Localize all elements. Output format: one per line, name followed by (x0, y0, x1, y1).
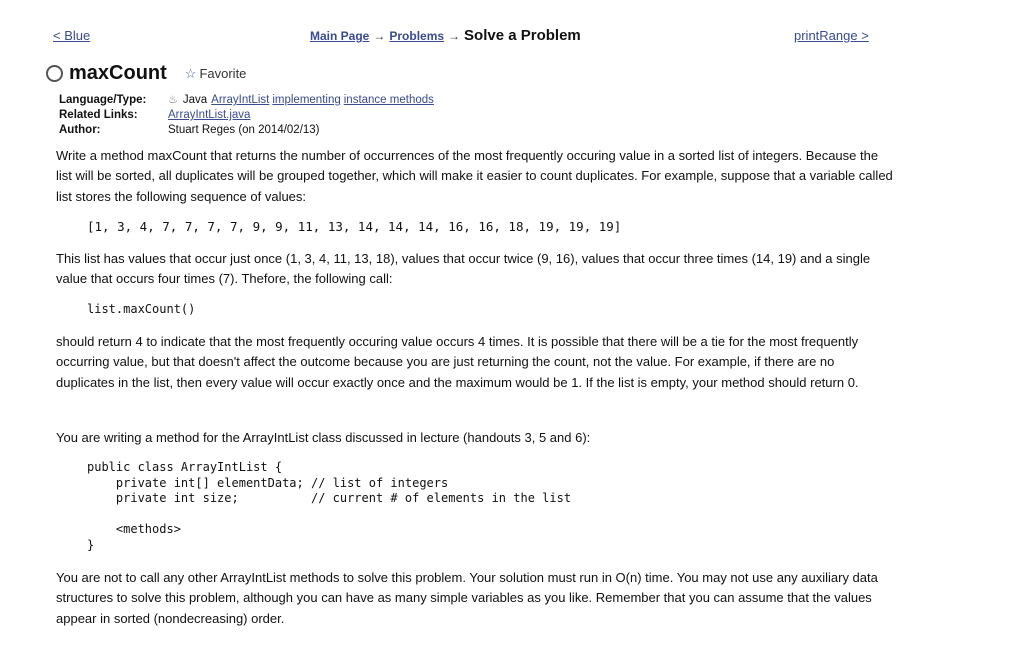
breadcrumb (310, 27, 581, 44)
breadcrumb-arrow: → (373, 29, 386, 43)
next-problem-link[interactable]: printRange > (794, 28, 869, 43)
meta-language-label: Language/Type: (59, 94, 147, 106)
tag-instance-methods[interactable]: instance methods (343, 94, 434, 106)
meta-language-row (59, 93, 437, 108)
meta-related-label: Related Links: (59, 109, 138, 121)
star-icon: ☆ (184, 65, 197, 81)
meta-related-row (59, 108, 437, 123)
code-example-list: [1, 3, 4, 7, 7, 7, 7, 9, 9, 11, 13, 14, 14, 14, 16, 16, 18, 19, 19, 19] (87, 219, 622, 234)
meta-author-row (59, 123, 437, 138)
breadcrumb-arrow: → (448, 29, 461, 43)
java-icon: ♨ (168, 94, 178, 106)
meta-author-value: Stuart Reges (on 2014/02/13) (168, 124, 320, 136)
breadcrumb-main-page[interactable]: Main Page (310, 29, 370, 43)
breadcrumb-current: Solve a Problem (464, 27, 581, 44)
description-paragraph-1: Write a method maxCount that returns the number of occurrences of the most frequently occuring value in a sorted list of integers. Because the list will be sorted, all duplicates will be grouped together, which will make it easier to count duplicates. For example, suppose that a variable called list stores the following sequence of values: (56, 148, 893, 204)
description-paragraph-5: You are not to call any other ArrayIntList methods to solve this problem. Your solution must run in O(n) time. You may not use any auxiliary data structures to solve this problem, although you can have as many simple variables as you like. Remember that you can assume that the values appear in sorted (nondecreasing) order. (56, 570, 878, 626)
problem-header (46, 62, 246, 85)
description-paragraph-4: You are writing a method for the ArrayIntList class discussed in lecture (handouts 3, 5 and 6): (56, 430, 591, 445)
page-title: maxCount (69, 62, 167, 84)
description-paragraph-3: should return 4 to indicate that the most frequently occuring value occurs 4 times. It is possible that there will be a tie for the most frequently occurring value, but that doesn't affect the outcome because you are just returning the count, not the value. For example, if there are no duplicates in the list, then every value will occur exactly once and the maximum would be 1. If the list is empty, your method should return 0. (56, 334, 859, 390)
code-example-call: list.maxCount() (87, 302, 196, 316)
meta-author-label: Author: (59, 124, 101, 136)
problem-meta (59, 93, 437, 138)
favorite-label: Favorite (199, 66, 247, 81)
breadcrumb-problems[interactable]: Problems (389, 29, 445, 43)
tag-arrayintlist[interactable]: ArrayIntList (211, 94, 270, 106)
code-class-definition: public class ArrayIntList { private int[] elementData; // list of integers private int size; // current # of elements in the list <methods> } (87, 460, 572, 552)
related-link[interactable]: ArrayIntList.java (168, 109, 251, 121)
status-circle-icon (46, 65, 63, 82)
prev-problem-link[interactable]: < Blue (53, 28, 91, 43)
meta-language-value: Java (182, 94, 208, 106)
favorite-button[interactable] (185, 66, 247, 82)
description-paragraph-2: This list has values that occur just once (1, 3, 4, 11, 13, 18), values that occur twice (9, 16), values that occur three times (14, 19) and a single value that occurs four times (7). Thefore, the following call: (56, 251, 871, 287)
tag-implementing[interactable]: implementing (272, 94, 341, 106)
